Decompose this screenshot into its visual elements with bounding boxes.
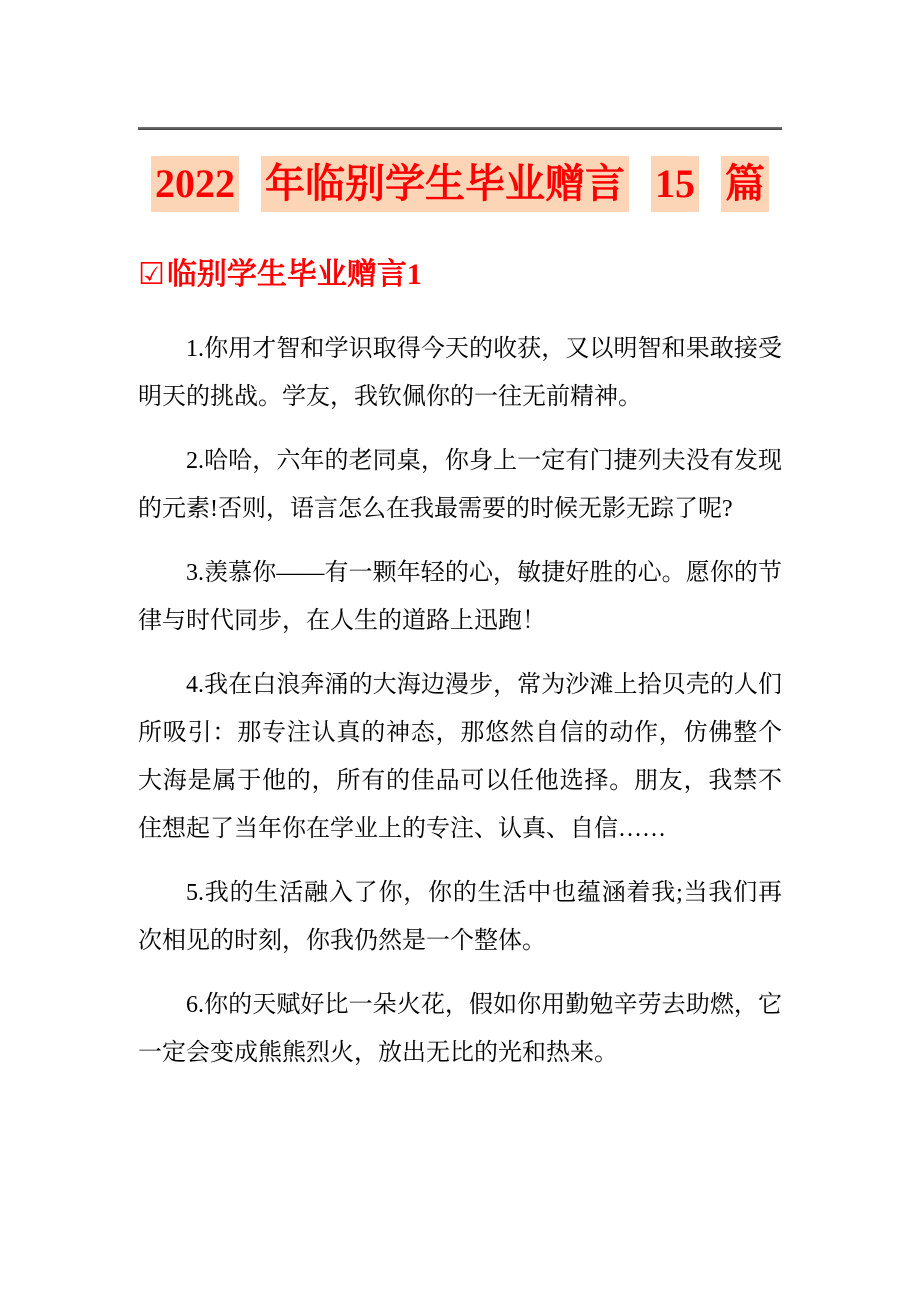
paragraph-list [138,325,782,1077]
document-title [138,156,782,212]
body-paragraph-4: 4.我在白浪奔涌的大海边漫步，常为沙滩上拾贝壳的人们所吸引：那专注认真的神态，那悠然自信的动作，仿佛整个大海是属于他的，所有的佳品可以任他选择。朋友，我禁不住想起了当年你在学业上的专注、认真、自信…… [138,672,782,842]
header-rule [138,127,782,130]
title-highlight-run-count: 15 [651,156,699,212]
body-paragraph-2: 2.哈哈，六年的老同桌，你身上一定有门捷列夫没有发现的元素!否则，语言怎么在我最需要的时候无影无踪了呢? [138,448,782,522]
body-paragraph-1: 1.你用才智和学识取得今天的收获，又以明智和果敢接受明天的挑战。学友，我钦佩你的一往无前精神。 [138,336,782,410]
body-paragraph-6: 6.你的天赋好比一朵火花，假如你用勤勉辛劳去助燃，它一定会变成熊熊烈火，放出无比的光和热来。 [138,992,782,1066]
section-heading [138,252,782,297]
title-highlight-run-suffix: 篇 [721,156,769,212]
title-highlight-run-year: 2022 [151,156,239,212]
document-content [138,127,782,1077]
title-highlight-run-main: 年临别学生毕业赠言 [261,156,629,212]
body-paragraph-3: 3.羡慕你——有一颗年轻的心，敏捷好胜的心。愿你的节律与时代同步，在人生的道路上迅跑！ [138,560,782,634]
section-heading-text: 临别学生毕业赠言1 [166,258,422,291]
body-paragraph-5: 5.我的生活融入了你，你的生活中也蕴涵着我;当我们再次相见的时刻，你我仍然是一个整体。 [138,880,782,954]
checked-checkbox-icon: ☑ [138,257,165,292]
